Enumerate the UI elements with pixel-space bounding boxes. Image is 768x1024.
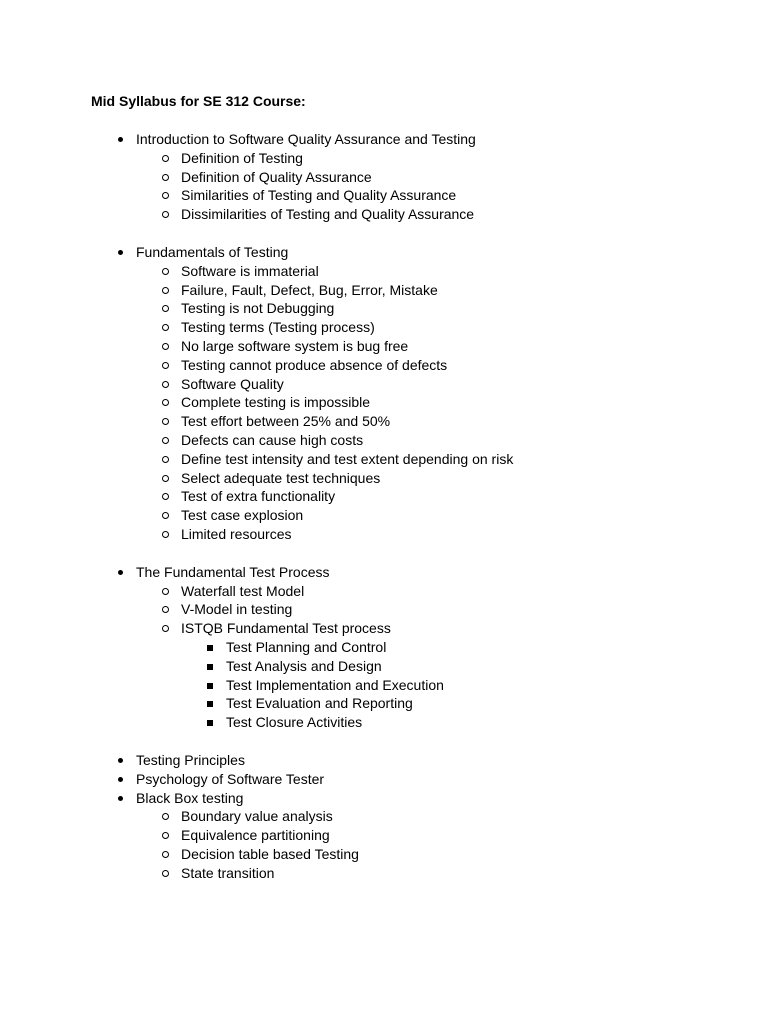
square-bullet-icon (203, 676, 217, 689)
sub-list-item (226, 638, 386, 656)
list-item-label: Test effort between 25% and 50% (181, 413, 391, 429)
list-item (181, 506, 303, 524)
sub-list-item-label: Test Analysis and Design (226, 658, 382, 674)
list-item (181, 469, 380, 487)
sub-list-item-label: Test Evaluation and Reporting (226, 695, 413, 711)
filled-bullet-icon (113, 563, 127, 575)
hollow-bullet-icon (158, 299, 172, 312)
hollow-bullet-icon (158, 375, 172, 388)
section-item-label: The Fundamental Test Process (136, 564, 330, 580)
list-item-label: Definition of Testing (181, 150, 303, 166)
section-item (136, 751, 245, 769)
list-item (181, 186, 456, 204)
hollow-bullet-icon (158, 864, 172, 877)
list-item-label: Complete testing is impossible (181, 394, 371, 410)
hollow-bullet-icon (158, 412, 172, 425)
filled-bullet-icon (113, 770, 127, 782)
list-item (181, 337, 408, 355)
section-item-label: Introduction to Software Quality Assurance and Testing (136, 131, 476, 147)
list-item-label: Test case explosion (181, 507, 304, 523)
list-item-label: Definition of Quality Assurance (181, 169, 372, 185)
sub-list-item-label: Test Implementation and Execution (226, 677, 444, 693)
hollow-bullet-icon (158, 845, 172, 858)
list-item-label: Software is immaterial (181, 263, 319, 279)
document-title: Mid Syllabus for SE 312 Course: (91, 93, 306, 109)
section-item-label: Psychology of Software Tester (136, 771, 325, 787)
section-item (136, 130, 476, 148)
sub-list-item (226, 694, 413, 712)
hollow-bullet-icon (158, 826, 172, 839)
hollow-bullet-icon (158, 262, 172, 275)
list-item (181, 807, 333, 825)
list-item (181, 375, 284, 393)
section-item (136, 243, 288, 261)
list-item-label: Failure, Fault, Defect, Bug, Error, Mistake (181, 282, 438, 298)
list-item-label: Decision table based Testing (181, 846, 359, 862)
hollow-bullet-icon (158, 168, 172, 181)
list-item (181, 431, 363, 449)
list-item (181, 487, 335, 505)
hollow-bullet-icon (158, 186, 172, 199)
list-item (181, 619, 391, 637)
section-item-label: Black Box testing (136, 790, 244, 806)
hollow-bullet-icon (158, 619, 172, 632)
list-item-label: Limited resources (181, 526, 292, 542)
section-item (136, 789, 243, 807)
hollow-bullet-icon (158, 318, 172, 331)
filled-bullet-icon (113, 243, 127, 255)
list-item-label: Defects can cause high costs (181, 432, 364, 448)
list-item (181, 262, 319, 280)
list-item (181, 149, 303, 167)
square-bullet-icon (203, 713, 217, 726)
square-bullet-icon (203, 657, 217, 670)
sub-list-item-label: Test Closure Activities (226, 714, 363, 730)
list-item (181, 582, 304, 600)
list-item (181, 450, 513, 468)
filled-bullet-icon (113, 789, 127, 801)
list-item-label: No large software system is bug free (181, 338, 409, 354)
square-bullet-icon (203, 638, 217, 651)
list-item-label: Waterfall test Model (181, 583, 305, 599)
list-item (181, 168, 372, 186)
list-item (181, 845, 359, 863)
hollow-bullet-icon (158, 205, 172, 218)
sub-list-item-label: Test Planning and Control (226, 639, 387, 655)
list-item-label: Define test intensity and test extent depending on risk (181, 451, 514, 467)
hollow-bullet-icon (158, 281, 172, 294)
filled-bullet-icon (113, 751, 127, 763)
list-item-label: Dissimilarities of Testing and Quality Assurance (181, 206, 475, 222)
hollow-bullet-icon (158, 393, 172, 406)
list-item (181, 826, 330, 844)
hollow-bullet-icon (158, 356, 172, 369)
section-item (136, 563, 330, 581)
hollow-bullet-icon (158, 582, 172, 595)
hollow-bullet-icon (158, 337, 172, 350)
list-item-label: Testing is not Debugging (181, 300, 335, 316)
list-item-label: ISTQB Fundamental Test process (181, 620, 391, 636)
sub-list-item (226, 676, 444, 694)
list-item-label: Boundary value analysis (181, 808, 333, 824)
sub-list-item (226, 713, 362, 731)
list-item (181, 600, 292, 618)
square-bullet-icon (203, 694, 217, 707)
section-item-label: Fundamentals of Testing (136, 244, 289, 260)
list-item-label: V-Model in testing (181, 601, 293, 617)
hollow-bullet-icon (158, 807, 172, 820)
list-item (181, 525, 292, 543)
list-item-label: Similarities of Testing and Quality Assurance (181, 187, 457, 203)
hollow-bullet-icon (158, 506, 172, 519)
list-item-label: Equivalence partitioning (181, 827, 330, 843)
list-item (181, 205, 474, 223)
list-item-label: Software Quality (181, 376, 284, 392)
hollow-bullet-icon (158, 525, 172, 538)
list-item (181, 356, 447, 374)
list-item (181, 393, 370, 411)
sub-list-item (226, 657, 382, 675)
list-item-label: Test of extra functionality (181, 488, 336, 504)
list-item (181, 864, 274, 882)
hollow-bullet-icon (158, 600, 172, 613)
section-item (136, 770, 324, 788)
list-item-label: State transition (181, 865, 275, 881)
hollow-bullet-icon (158, 469, 172, 482)
list-item (181, 281, 438, 299)
hollow-bullet-icon (158, 450, 172, 463)
list-item (181, 299, 334, 317)
hollow-bullet-icon (158, 149, 172, 162)
hollow-bullet-icon (158, 431, 172, 444)
list-item (181, 412, 390, 430)
list-item-label: Select adequate test techniques (181, 470, 381, 486)
filled-bullet-icon (113, 130, 127, 142)
list-item (181, 318, 375, 336)
list-item-label: Testing terms (Testing process) (181, 319, 375, 335)
list-item-label: Testing cannot produce absence of defects (181, 357, 448, 373)
hollow-bullet-icon (158, 487, 172, 500)
section-item-label: Testing Principles (136, 752, 245, 768)
